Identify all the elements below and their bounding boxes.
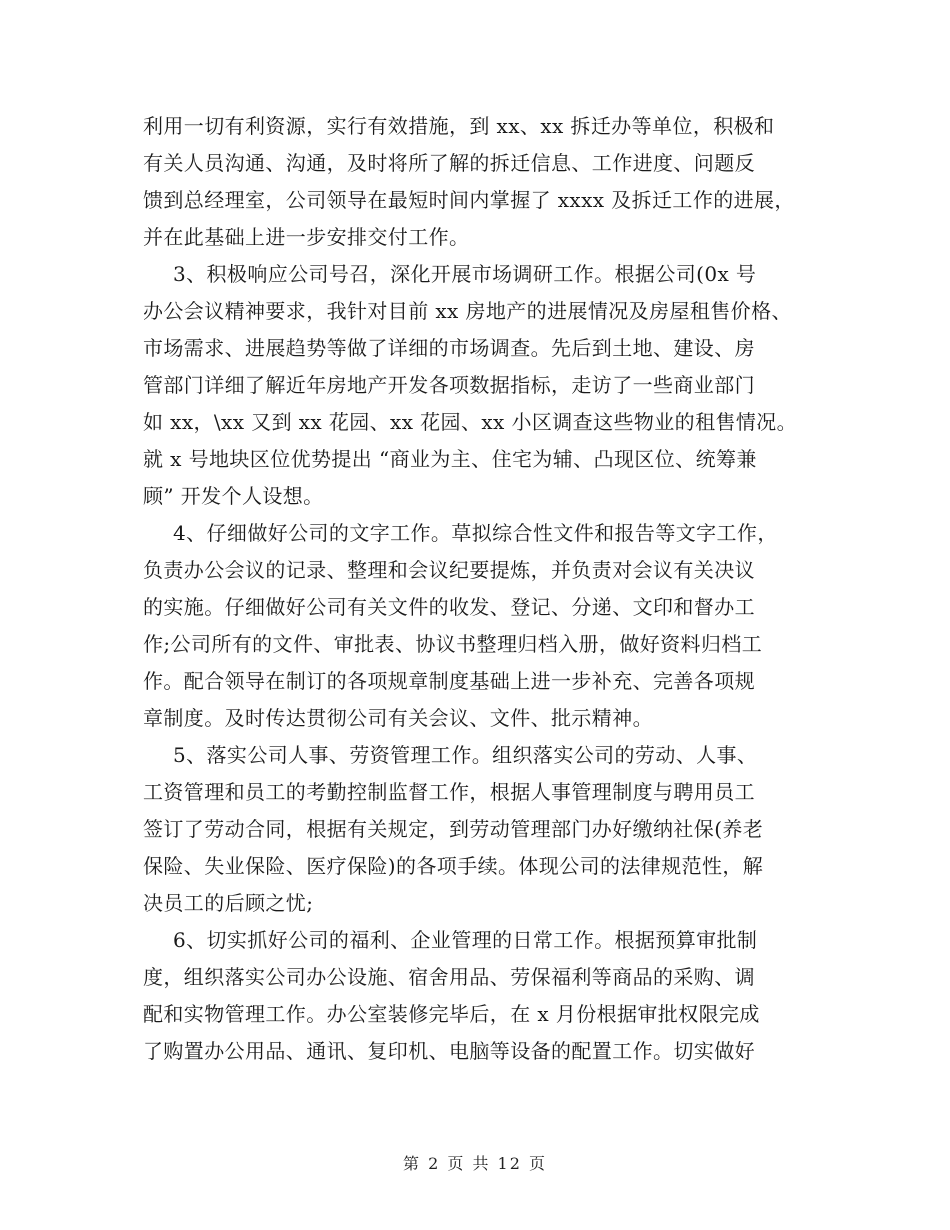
text-line: 馈到总经理室，公司领导在最短时间内掌握了 xxxx 及拆迁工作的进展， — [143, 188, 795, 212]
paragraph-4 — [143, 737, 823, 922]
text-line: 并在此基础上进一步安排交付工作。 — [143, 225, 470, 249]
text-line: 市场需求、进展趋势等做了详细的市场调查。先后到土地、建设、房 — [143, 336, 755, 360]
text-line: 如 xx，\xx 又到 xx 花园、xx 花园、xx 小区调查这些物业的租售情况。 — [143, 410, 798, 434]
document-body — [143, 108, 823, 1070]
text-line: 利用一切有利资源，实行有效措施，到 xx、xx 拆迁办等单位，积极和 — [143, 114, 775, 138]
paragraph-2 — [143, 256, 823, 515]
paragraph-5 — [143, 922, 823, 1070]
text-line: 工资管理和员工的考勤控制监督工作，根据人事管理制度与聘用员工 — [143, 780, 755, 804]
text-line: 管部门详细了解近年房地产开发各项数据指标，走访了一些商业部门 — [143, 373, 755, 397]
text-line: 负责办公会议的记录、整理和会议纪要提炼，并负责对会议有关决议 — [143, 558, 755, 582]
text-line: 作。配合领导在制订的各项规章制度基础上进一步补充、完善各项规 — [143, 669, 755, 693]
text-line: 5、落实公司人事、劳资管理工作。组织落实公司的劳动、人事、 — [173, 743, 758, 767]
text-line: 保险、失业保险、医疗保险)的各项手续。体现公司的法律规范性，解 — [143, 854, 764, 878]
text-line: 签订了劳动合同，根据有关规定，到劳动管理部门办好缴纳社保(养老 — [143, 817, 764, 841]
text-line: 作;公司所有的文件、审批表、协议书整理归档入册，做好资料归档工 — [143, 632, 763, 656]
text-line: 3、积极响应公司号召，深化开展市场调研工作。根据公司(0x 号 — [173, 262, 757, 286]
text-line: 章制度。及时传达贯彻公司有关会议、文件、批示精神。 — [143, 706, 653, 730]
text-line: 度，组织落实公司办公设施、宿舍用品、劳保福利等商品的采购、调 — [143, 965, 755, 989]
text-line: 了购置办公用品、通讯、复印机、电脑等设备的配置工作。切实做好 — [143, 1039, 755, 1063]
text-line: 配和实物管理工作。办公室装修完毕后，在 x 月份根据审批权限完成 — [143, 1002, 760, 1026]
text-line: 就 x 号地块区位优势提出 “商业为主、住宅为辅、凸现区位、统筹兼 — [143, 447, 757, 471]
text-line: 顾” 开发个人设想。 — [143, 484, 324, 508]
text-line: 决员工的后顾之忧; — [143, 891, 314, 915]
text-line: 的实施。仔细做好公司有关文件的收发、登记、分递、文印和督办工 — [143, 595, 755, 619]
text-line: 4、仔细做好公司的文字工作。草拟综合性文件和报告等文字工作， — [173, 521, 778, 545]
text-line: 有关人员沟通、沟通，及时将所了解的拆迁信息、工作进度、问题反 — [143, 151, 755, 175]
paragraph-3 — [143, 515, 823, 737]
paragraph-1 — [143, 108, 823, 256]
text-line: 办公会议精神要求，我针对目前 xx 房地产的进展情况及房屋租售价格、 — [143, 299, 792, 323]
text-line: 6、切实抓好公司的福利、企业管理的日常工作。根据预算审批制 — [173, 928, 758, 952]
page-number-footer: 第 2 页 共 12 页 — [403, 1154, 547, 1173]
